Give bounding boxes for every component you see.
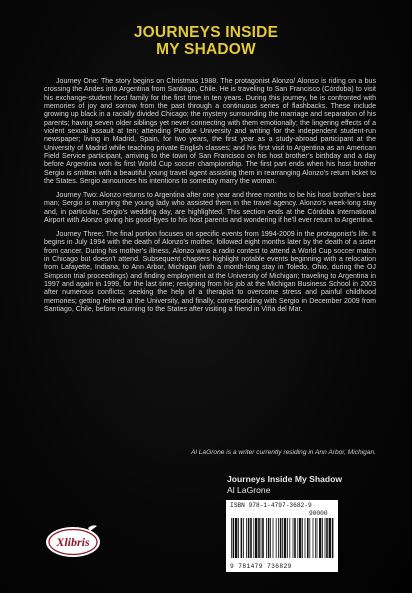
synopsis-paragraph-journey-three: Journey Three: The final portion focuses on specific events from 1994-2009 in the protagonist’s life. It begins in July 1994 with the death of Alonzo’s mother, followed eight months later by the death of a sister from cancer. During his mother’s illness, Alonzo wins a radio contest to attend a World Cup soccer match in Chicago but doesn’t attend. Subsequent chapters highlight notable events beginning with a relocation from Lafayette, Indiana, to Ann Arbor, Michigan (with a month-long stay in Toledo, Ohio, during the OJ Simpson trial proceedings) and finding employment at the University of Michigan; traveling to Argentina in 1997 and again in 1999, for the last time; resigning from his job at the Michigan Business School in 2003 after numerous conflicts; seeking the help of a therapist to overcome stress and painful childhood memories; getting rehired at the University, and finally, corresponding with Sergio in December 2009 from Santiago, Chile, before returning to the States after visiting a friend in Viña del Mar. xyxy=(44,230,376,313)
book-title: Journeys Inside My Shadow xyxy=(227,474,343,484)
svg-text:Xlibris: Xlibris xyxy=(56,535,90,549)
synopsis xyxy=(44,78,376,320)
author-note: Al LaGrone is a writer currently residing in Ann Arbor, Michigan. xyxy=(191,449,376,456)
synopsis-paragraph-journey-two: Journey Two: Alonzo returns to Argentina after one year and three months to be his host brother’s best man; Sergio is marrying the young lady who assisted them in the travel agency. Alonzo’s week-long stay and, in particular, Sergio’s wedding day, are highlighted. This section ends at the Córdoba International Airport with Alonzo giving his good-byes to his host parents and wondering if he’ll ever return to Argentina. xyxy=(44,191,376,224)
cover-title-line-1: JOURNEYS INSIDE xyxy=(133,24,279,41)
barcode-digits: 9 781479 736829 xyxy=(230,563,292,570)
book-author: Al LaGrone xyxy=(227,485,271,495)
price-code: 90000 xyxy=(309,510,328,517)
synopsis-paragraph-journey-one: Journey One: The story begins on Christmas 1988. The protagonist Alonzo/ Alonso is riding on a bus crossing the Andes into Argentina from Santiago, Chile. He is traveling to San Francisco (Córdoba) to visit his exchange-student host family for the first time in ten years. During this journey, he is confronted with memories of joy and sorrow from the past through a continuous series of flashbacks. These include growing up black in a racially divided Chicago; the mystery surrounding the marriage and separation of his parents; having seven older siblings yet never connecting with them emotionally; the lingering effects of a violent sexual assault at ten; attending Purdue University and writing for the independent student-run newspaper; living in Madrid, Spain, for two years, the first year as a study-abroad participant at the University of Madrid while teaching private English classes; and his first visit to Argentina as an American Field Service participant, arriving to the town of San Francisco on his host brother’s birthday and a day before Argentina won its first World Cup soccer championship. The first part ends when his host brother Sergio is smitten with a beautiful young travel agent assisting them in rearranging Alonzo’s return ticket to the States. Sergio announces his intentions to someday marry the woman. xyxy=(44,78,376,186)
cover-title-line-2: MY SHADOW xyxy=(156,41,256,58)
book-info xyxy=(227,474,342,496)
xlibris-logo-icon xyxy=(44,521,102,561)
isbn-label: ISBN 978-1-4797-3682-9 xyxy=(230,502,312,509)
barcode-icon xyxy=(230,518,334,558)
barcode-panel xyxy=(226,500,338,572)
cover-title xyxy=(0,24,412,58)
